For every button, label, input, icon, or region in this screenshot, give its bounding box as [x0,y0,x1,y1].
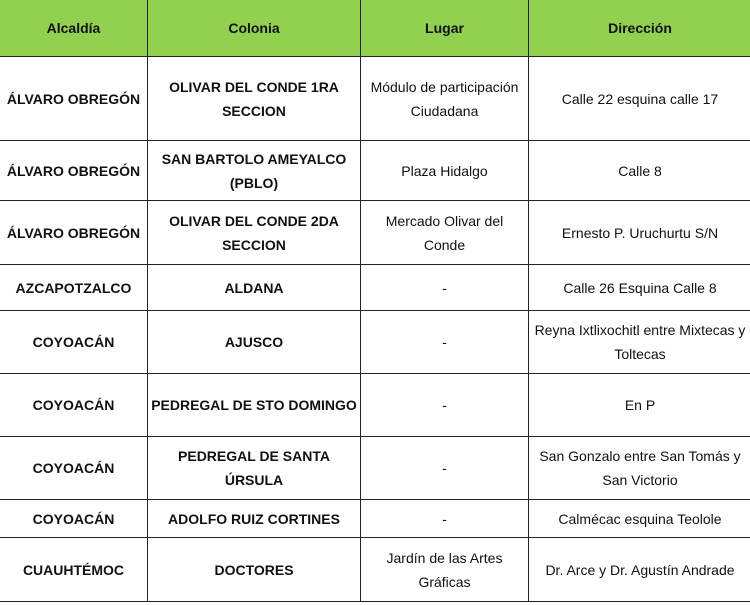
cell-colonia: ALDANA [148,265,361,311]
cell-alcaldia: ÁLVARO OBREGÓN [0,141,148,201]
table-row [0,311,750,374]
cell-alcaldia: COYOACÁN [0,311,148,374]
table-row [0,437,750,500]
header-alcaldia: Alcaldía [0,0,148,57]
cell-colonia: AJUSCO [148,311,361,374]
cell-colonia: DOCTORES [148,538,361,602]
table-row [0,141,750,201]
table-row [0,57,750,141]
cell-lugar: - [361,437,529,500]
cell-alcaldia: AZCAPOTZALCO [0,265,148,311]
cell-alcaldia: COYOACÁN [0,500,148,538]
header-row [0,0,750,57]
cell-direccion: En P [529,374,750,437]
cell-lugar: Jardín de las Artes Gráficas [361,538,529,602]
header-direccion: Dirección [529,0,750,57]
cell-lugar: - [361,311,529,374]
cell-direccion: Calle 22 esquina calle 17 [529,57,750,141]
table-row [0,374,750,437]
cell-lugar: - [361,500,529,538]
header-lugar: Lugar [361,0,529,57]
table-row [0,201,750,265]
cell-direccion: Dr. Arce y Dr. Agustín Andrade [529,538,750,602]
cell-direccion: San Gonzalo entre San Tomás y San Victorio [529,437,750,500]
cell-alcaldia: COYOACÁN [0,374,148,437]
cell-colonia: OLIVAR DEL CONDE 2DA SECCION [148,201,361,265]
cell-lugar: Plaza Hidalgo [361,141,529,201]
cell-lugar: - [361,374,529,437]
cell-lugar: Mercado Olivar del Conde [361,201,529,265]
cell-alcaldia: CUAUHTÉMOC [0,538,148,602]
table-row [0,265,750,311]
cell-direccion: Ernesto P. Uruchurtu S/N [529,201,750,265]
cell-lugar: Módulo de participación Ciudadana [361,57,529,141]
cell-alcaldia: ÁLVARO OBREGÓN [0,201,148,265]
cell-direccion: Calmécac esquina Teolole [529,500,750,538]
table-row [0,538,750,602]
cell-direccion: Calle 26 Esquina Calle 8 [529,265,750,311]
cell-direccion: Reyna Ixtlixochitl entre Mixtecas y Toltecas [529,311,750,374]
header-colonia: Colonia [148,0,361,57]
cell-colonia: OLIVAR DEL CONDE 1RA SECCION [148,57,361,141]
cell-colonia: SAN BARTOLO AMEYALCO (PBLO) [148,141,361,201]
cell-direccion: Calle 8 [529,141,750,201]
table-row [0,500,750,538]
cell-colonia: PEDREGAL DE SANTA ÚRSULA [148,437,361,500]
cell-alcaldia: COYOACÁN [0,437,148,500]
cell-colonia: ADOLFO RUIZ CORTINES [148,500,361,538]
cell-lugar: - [361,265,529,311]
cell-alcaldia: ÁLVARO OBREGÓN [0,57,148,141]
cell-colonia: PEDREGAL DE STO DOMINGO [148,374,361,437]
